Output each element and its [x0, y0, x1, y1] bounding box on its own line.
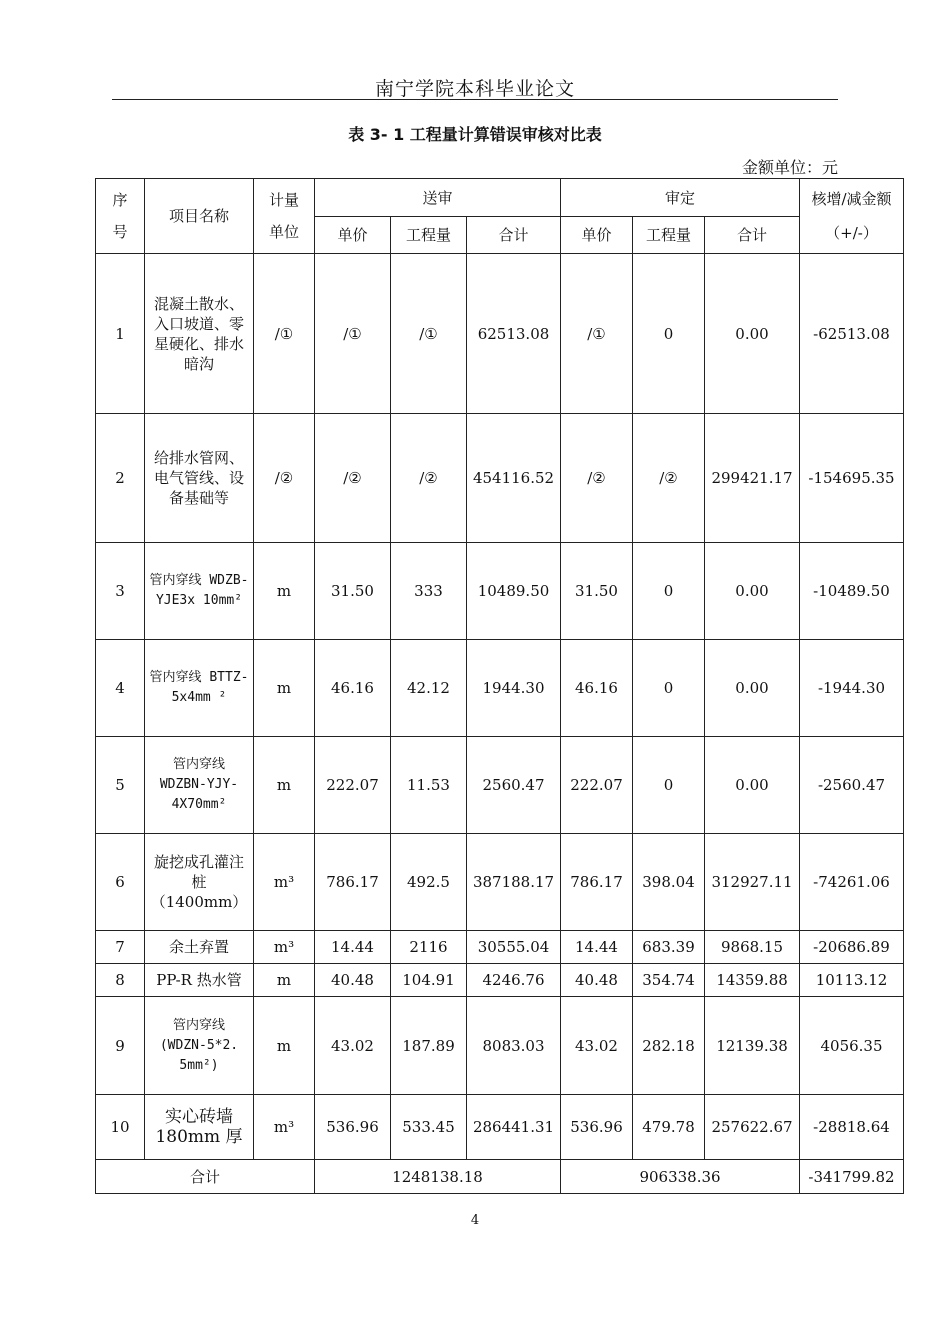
cell-name: 管内穿线 BTTZ-5x4mm ² — [145, 640, 254, 737]
cell-approved-qty: 0 — [633, 737, 705, 834]
cell-seq: 1 — [96, 254, 145, 414]
cell-submitted-price: /① — [315, 254, 391, 414]
page-number: 4 — [470, 1213, 480, 1228]
cell-seq: 10 — [96, 1095, 145, 1160]
cell-approved-qty: 398.04 — [633, 834, 705, 931]
table-row — [96, 640, 904, 737]
cell-approved-price: 14.44 — [561, 931, 633, 964]
cell-seq: 9 — [96, 997, 145, 1095]
cell-unit: m — [254, 543, 315, 640]
cell-approved-total: 299421.17 — [705, 414, 800, 543]
table-row — [96, 543, 904, 640]
header-diff: 核增/减金额（+/-） — [800, 179, 904, 254]
cell-diff: -74261.06 — [800, 834, 904, 931]
cell-approved-qty: 0 — [633, 543, 705, 640]
cell-approved-total: 257622.67 — [705, 1095, 800, 1160]
cell-unit: m³ — [254, 931, 315, 964]
cell-approved-qty: 0 — [633, 640, 705, 737]
cell-name: 管内穿线 (WDZN-5*2. 5mm²) — [145, 997, 254, 1095]
cell-submitted-qty: 533.45 — [391, 1095, 467, 1160]
cell-submitted-total: 10489.50 — [467, 543, 561, 640]
cell-submitted-qty: 492.5 — [391, 834, 467, 931]
cell-unit: /② — [254, 414, 315, 543]
cell-submitted-total: 62513.08 — [467, 254, 561, 414]
cell-approved-price: 786.17 — [561, 834, 633, 931]
cell-unit: m — [254, 997, 315, 1095]
cell-name: 给排水管网、电气管线、设备基础等 — [145, 414, 254, 543]
cell-approved-qty: 0 — [633, 254, 705, 414]
cell-name: 混凝土散水、入口坡道、零星硬化、排水暗沟 — [145, 254, 254, 414]
cell-submitted-price: 14.44 — [315, 931, 391, 964]
cell-approved-qty: 683.39 — [633, 931, 705, 964]
table-row — [96, 997, 904, 1095]
table-caption: 表 3- 1 工程量计算错误审核对比表 — [348, 125, 602, 144]
cell-approved-price: 31.50 — [561, 543, 633, 640]
header-submitted-qty: 工程量 — [391, 217, 467, 254]
cell-approved-total: 0.00 — [705, 737, 800, 834]
cell-name: 管内穿线 WDZBN-YJY- 4X70mm² — [145, 737, 254, 834]
cell-diff: -20686.89 — [800, 931, 904, 964]
cell-submitted-qty: 2116 — [391, 931, 467, 964]
cell-diff: -154695.35 — [800, 414, 904, 543]
cell-diff: 4056.35 — [800, 997, 904, 1095]
header-approved-qty: 工程量 — [633, 217, 705, 254]
cell-approved-qty: 354.74 — [633, 964, 705, 997]
cell-unit: /① — [254, 254, 315, 414]
cell-submitted-total: 2560.47 — [467, 737, 561, 834]
table-row — [96, 834, 904, 931]
cell-approved-total: 312927.11 — [705, 834, 800, 931]
header-divider — [112, 99, 838, 100]
cell-seq: 2 — [96, 414, 145, 543]
cell-submitted-total: 1944.30 — [467, 640, 561, 737]
cell-submitted-qty: 11.53 — [391, 737, 467, 834]
cell-submitted-total: 454116.52 — [467, 414, 561, 543]
cell-submitted-price: 536.96 — [315, 1095, 391, 1160]
cell-approved-price: 536.96 — [561, 1095, 633, 1160]
cell-seq: 3 — [96, 543, 145, 640]
cell-diff: -62513.08 — [800, 254, 904, 414]
cell-approved-total: 0.00 — [705, 543, 800, 640]
header-seq: 序号 — [96, 179, 145, 254]
cell-approved-qty: 282.18 — [633, 997, 705, 1095]
unit-note: 金额单位：元 — [741, 158, 838, 177]
cell-approved-total: 0.00 — [705, 640, 800, 737]
cell-name: 旋挖成孔灌注桩（1400mm） — [145, 834, 254, 931]
table-row — [96, 254, 904, 414]
cell-approved-price: 46.16 — [561, 640, 633, 737]
cell-name: 实心砖墙 180mm 厚 — [145, 1095, 254, 1160]
cell-name: 余土弃置 — [145, 931, 254, 964]
totals-row — [96, 1160, 904, 1194]
header-unit: 计量单位 — [254, 179, 315, 254]
cell-submitted-qty: /② — [391, 414, 467, 543]
cell-approved-price: 222.07 — [561, 737, 633, 834]
cell-diff: -10489.50 — [800, 543, 904, 640]
cell-name: PP-R 热水管 — [145, 964, 254, 997]
header-submitted: 送审 — [315, 179, 561, 217]
cell-seq: 6 — [96, 834, 145, 931]
cell-seq: 7 — [96, 931, 145, 964]
cell-submitted-qty: /① — [391, 254, 467, 414]
cell-name: 管内穿线 WDZB-YJE3x 10mm² — [145, 543, 254, 640]
cell-unit: m³ — [254, 1095, 315, 1160]
header-approved-total: 合计 — [705, 217, 800, 254]
cell-submitted-total: 286441.31 — [467, 1095, 561, 1160]
cell-seq: 8 — [96, 964, 145, 997]
totals-label: 合计 — [96, 1160, 315, 1194]
header-approved-price: 单价 — [561, 217, 633, 254]
table-row — [96, 737, 904, 834]
header-name: 项目名称 — [145, 179, 254, 254]
cell-submitted-qty: 104.91 — [391, 964, 467, 997]
comparison-table — [95, 178, 904, 1194]
cell-approved-total: 0.00 — [705, 254, 800, 414]
cell-submitted-total: 30555.04 — [467, 931, 561, 964]
cell-submitted-price: 40.48 — [315, 964, 391, 997]
cell-approved-total: 14359.88 — [705, 964, 800, 997]
cell-approved-total: 12139.38 — [705, 997, 800, 1095]
cell-diff: -2560.47 — [800, 737, 904, 834]
cell-approved-qty: 479.78 — [633, 1095, 705, 1160]
cell-diff: -1944.30 — [800, 640, 904, 737]
totals-submitted: 1248138.18 — [315, 1160, 561, 1194]
cell-submitted-total: 8083.03 — [467, 997, 561, 1095]
table-row — [96, 964, 904, 997]
cell-approved-price: /② — [561, 414, 633, 543]
cell-submitted-total: 4246.76 — [467, 964, 561, 997]
header-approved: 审定 — [561, 179, 800, 217]
cell-seq: 5 — [96, 737, 145, 834]
cell-submitted-qty: 333 — [391, 543, 467, 640]
cell-approved-price: 40.48 — [561, 964, 633, 997]
totals-approved: 906338.36 — [561, 1160, 800, 1194]
cell-unit: m — [254, 640, 315, 737]
cell-submitted-price: /② — [315, 414, 391, 543]
cell-diff: 10113.12 — [800, 964, 904, 997]
cell-submitted-qty: 187.89 — [391, 997, 467, 1095]
cell-unit: m — [254, 964, 315, 997]
cell-submitted-price: 786.17 — [315, 834, 391, 931]
totals-diff: -341799.82 — [800, 1160, 904, 1194]
cell-approved-qty: /② — [633, 414, 705, 543]
cell-diff: -28818.64 — [800, 1095, 904, 1160]
cell-approved-price: 43.02 — [561, 997, 633, 1095]
cell-submitted-total: 387188.17 — [467, 834, 561, 931]
cell-approved-price: /① — [561, 254, 633, 414]
page-header-title: 南宁学院本科毕业论文 — [374, 78, 575, 100]
header-submitted-price: 单价 — [315, 217, 391, 254]
cell-unit: m³ — [254, 834, 315, 931]
cell-submitted-qty: 42.12 — [391, 640, 467, 737]
cell-submitted-price: 222.07 — [315, 737, 391, 834]
cell-submitted-price: 31.50 — [315, 543, 391, 640]
table-row — [96, 1095, 904, 1160]
cell-approved-total: 9868.15 — [705, 931, 800, 964]
table-row — [96, 414, 904, 543]
cell-unit: m — [254, 737, 315, 834]
header-submitted-total: 合计 — [467, 217, 561, 254]
table-row — [96, 931, 904, 964]
cell-submitted-price: 46.16 — [315, 640, 391, 737]
cell-seq: 4 — [96, 640, 145, 737]
cell-submitted-price: 43.02 — [315, 997, 391, 1095]
